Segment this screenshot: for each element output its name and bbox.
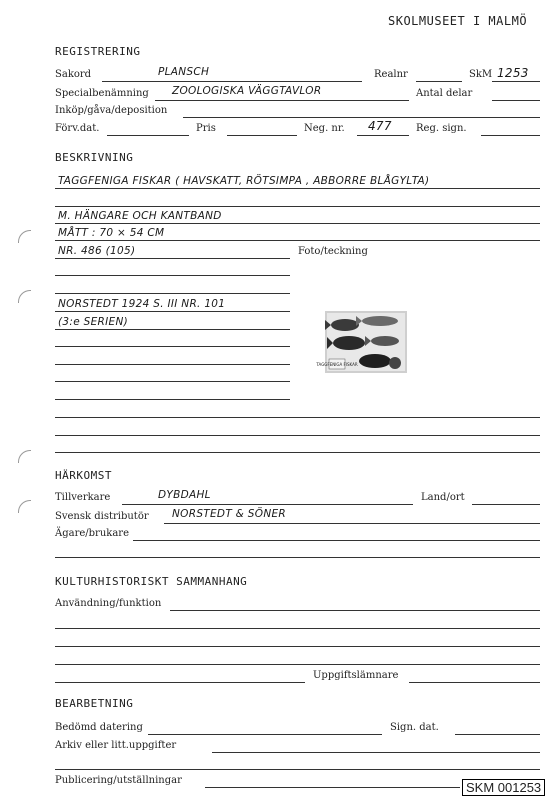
land-ort-label: Land/ort — [421, 492, 465, 503]
museum-title: SKOLMUSEET I MALMÖ — [388, 14, 528, 28]
section-registrering: REGISTRERING — [55, 45, 141, 58]
svensk-distributor-value: NORSTEDT & SÖNER — [172, 508, 287, 520]
poster-photo — [316, 311, 407, 373]
inkop-label: Inköp/gåva/deposition — [55, 105, 168, 116]
skm-value: 1253 — [497, 66, 529, 80]
punch-hole-mark — [18, 290, 31, 303]
realnr-label: Realnr — [374, 69, 408, 80]
tillverkare-value: DYBDAHL — [158, 489, 211, 501]
neg-nr-value: 477 — [368, 119, 392, 133]
skm-label: SkM — [469, 69, 493, 80]
uppgiftslamnare-label: Uppgiftslämnare — [313, 670, 399, 681]
punch-hole-mark — [18, 500, 31, 513]
section-bearbetning: BEARBETNING — [55, 697, 134, 710]
punch-hole-mark — [18, 450, 31, 463]
arkiv-label: Arkiv eller litt.uppgifter — [55, 740, 177, 751]
sign-dat-label: Sign. dat. — [390, 722, 439, 733]
foto-teckning-label: Foto/teckning — [298, 246, 368, 257]
beskrivning-line-6: (3:e SERIEN) — [58, 316, 128, 328]
beskrivning-line-4: NR. 486 (105) — [58, 245, 136, 257]
reg-sign-label: Reg. sign. — [416, 123, 467, 134]
svensk-distributor-label: Svensk distributör — [55, 511, 149, 522]
specialbenamning-value: ZOOLOGISKA VÄGGTAVLOR — [172, 85, 322, 97]
beskrivning-line-5: NORSTEDT 1924 S. III NR. 101 — [58, 298, 226, 310]
pris-label: Pris — [196, 123, 216, 134]
tillverkare-label: Tillverkare — [55, 492, 111, 503]
antal-delar-label: Antal delar — [416, 88, 473, 99]
sakord-value: PLANSCH — [158, 66, 210, 78]
section-beskrivning: BESKRIVNING — [55, 151, 134, 164]
section-harkomst: HÄRKOMST — [55, 469, 112, 482]
punch-hole-mark — [18, 230, 31, 243]
beskrivning-line-3: MÅTT : 70 × 54 CM — [58, 227, 165, 239]
agare-label: Ägare/brukare — [55, 528, 129, 539]
beskrivning-line-1: TAGGFENIGA FISKAR ( HAVSKATT, RÖTSIMPA , ABBORRE BLÅGYLTA) — [58, 175, 430, 187]
section-kultur: KULTURHISTORISKT SAMMANHANG — [55, 575, 248, 588]
catalog-id-stamp: SKM 001253 — [462, 779, 545, 796]
publicering-label: Publicering/utställningar — [55, 775, 182, 786]
neg-nr-label: Neg. nr. — [304, 123, 345, 134]
beskrivning-line-2: M. HÄNGARE OCH KANTBAND — [58, 210, 222, 222]
bedomd-datering-label: Bedömd datering — [55, 722, 143, 733]
fish-poster-image — [316, 311, 407, 373]
sakord-label: Sakord — [55, 69, 92, 80]
photo-caption: TAGGFENIGA FISKAR — [316, 362, 358, 367]
anvandning-label: Användning/funktion — [55, 598, 162, 609]
forv-dat-label: Förv.dat. — [55, 123, 100, 134]
specialbenamning-label: Specialbenämning — [55, 88, 149, 99]
